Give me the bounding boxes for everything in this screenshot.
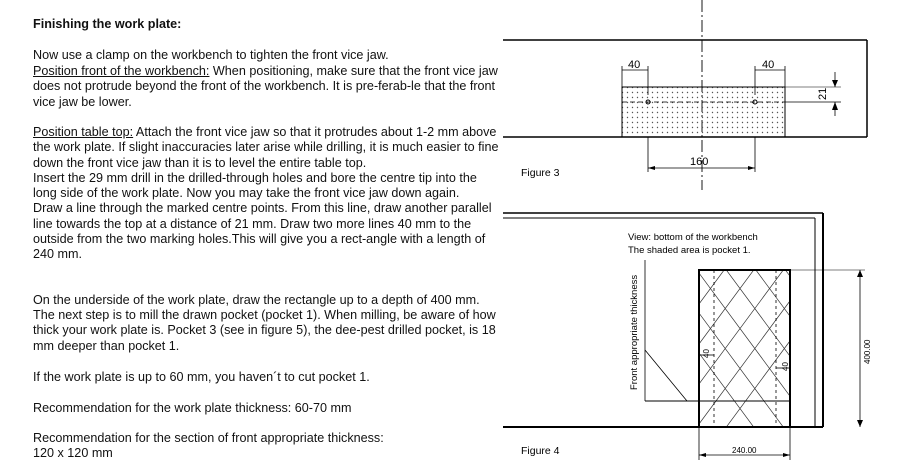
front-vice-jaw-area xyxy=(622,87,785,137)
view-label: View: bottom of the workbench xyxy=(628,232,758,243)
dim-160: 160 xyxy=(690,156,709,168)
dim-40-left-fig4: 40 xyxy=(702,349,711,358)
paragraph-drill: Insert the 29 mm drill in the drilled-through holes and bore the centre tip into the long side of the work plate. Now you may take the front vice jaw down again. Draw a line through the marked centre points. From this line, draw another parallel line towards the top at a distance of 21 mm. Draw two more lines 40 mm to the outside from the two marking holes.This will give you a rect-angle with a length of 240 mm. xyxy=(33,171,492,262)
position-front-text: When positioning, make sure that the front vice jaw does not protrude beyond the front of the workbench. It is pre-ferab-le that the front vice jaw be lower. xyxy=(33,64,498,109)
position-top-text: Attach the front vice jaw so that it protrudes about 1-2 mm above the work plate. If slight inaccuracies later arise while drilling, it is much easier to fine down the front vice jaw than it is to level the entire table top. xyxy=(33,125,499,170)
section-position-top xyxy=(33,110,503,171)
figure-4-caption: Figure 4 xyxy=(521,445,560,457)
section-heading: Finishing the work plate: xyxy=(33,17,182,32)
figure-3-caption: Figure 3 xyxy=(521,167,560,179)
position-front-label: Position front of the workbench: xyxy=(33,64,210,79)
paragraph-pocket-depth: If the work plate is up to 60 mm, you haven´t to cut pocket 1. xyxy=(33,370,370,384)
dim-21: 21 xyxy=(817,87,829,100)
front-thickness-label: Front appropriate thickness xyxy=(629,274,640,390)
position-top-label: Position table top: xyxy=(33,125,134,140)
dim-40-left: 40 xyxy=(628,59,641,71)
figures-panel xyxy=(495,0,912,465)
paragraph-underside: On the underside of the work plate, draw the rectangle up to a depth of 400 mm. The next step is to mill the drawn pocket (pocket 1). When milling, be aware of how thick your work plate is. Pocket 3 (see in figure 5), the dee-pest drilled pocket, is 18 mm deeper than pocket 1. xyxy=(33,293,496,353)
paragraph-clamp: Now use a clamp on the workbench to tighten the front vice jaw. xyxy=(33,47,389,62)
dim-40-right-fig4: 40 xyxy=(781,362,790,371)
dim-40-right: 40 xyxy=(762,59,775,71)
section-position-front xyxy=(33,49,503,110)
shaded-note: The shaded area is pocket 1. xyxy=(628,245,751,256)
figure-3 xyxy=(503,0,867,190)
paragraph-section: Recommendation for the section of front appropriate thickness: 120 x 120 mm xyxy=(33,431,384,461)
paragraph-thickness: Recommendation for the work plate thickness: 60-70 mm xyxy=(33,401,352,415)
dim-240: 240.00 xyxy=(732,446,757,455)
dim-400: 400.00 xyxy=(863,339,872,364)
